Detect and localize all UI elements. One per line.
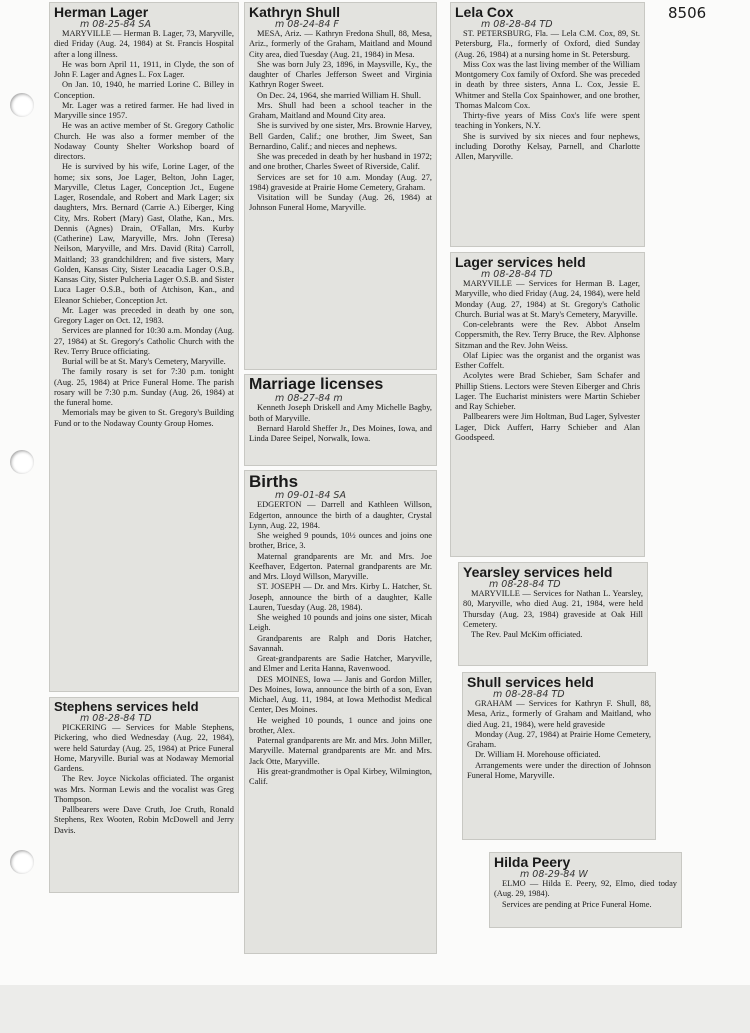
paragraph: Grandparents are Ralph and Doris Hatcher, Savannah. [249, 633, 432, 653]
paragraph: She weighed 10 pounds and joins one sister, Micah Leigh. [249, 613, 432, 633]
paragraph: He weighed 10 pounds, 1 ounce and joins one brother, Alex. [249, 715, 432, 735]
clipping-shull-services [462, 672, 656, 840]
paragraph: Miss Cox was the last living member of the William Montgomery Cox family of Oxford. She was preceded in death by three sisters, Anna L. Cox, Jessie E. Whitmer and Stella Cox Spainhower, and one brother, Thomas Malcom Cox. [455, 59, 640, 110]
paragraph: He was an active member of St. Gregory Catholic Church. He was also a former member of the Nodaway County Shelter Workshop board of directors. [54, 121, 234, 162]
article-body [455, 279, 640, 443]
paragraph: Olaf Lipiec was the organist and the organist was Esther Coffelt. [455, 350, 640, 371]
paragraph: She is survived by six nieces and four nephews, including Dorothy Kelsay, Parnell, and Charlotte Allen, Maryville. [455, 131, 640, 162]
article-body [249, 500, 432, 787]
scan-background [0, 985, 750, 1033]
handwritten-note: m 08-28-84 TD [493, 688, 565, 700]
clipping-lela-cox [450, 2, 645, 247]
obituary-headline: Herman Lager [54, 4, 149, 20]
paragraph: MARYVILLE — Services for Nathan L. Yearsley, 80, Maryville, who died Aug. 21, 1984, were held Thursday (Aug. 23, 1984) graveside at Oak Hill Cemetery. [463, 589, 643, 629]
handwritten-note: m 09-01-84 SA [275, 489, 346, 501]
paragraph: He was born April 11, 1911, in Clyde, the son of John F. Lager and Agnes L. Fox Lager. [54, 59, 234, 80]
article-body [249, 403, 432, 444]
clipping-lager-services [450, 252, 645, 557]
paragraph: She weighed 9 pounds, 10½ ounces and joins one brother, Brice, 3. [249, 531, 432, 551]
clipping-births [244, 470, 437, 954]
handwritten-note: m 08-28-84 TD [481, 18, 553, 30]
article-body [54, 29, 234, 429]
clipping-hilda-peery [489, 852, 682, 928]
paragraph: ELMO — Hilda E. Peery, 92, Elmo, died today (Aug. 29, 1984). [494, 879, 677, 899]
article-body [54, 723, 234, 836]
paragraph: MESA, Ariz. — Kathryn Fredona Shull, 88, Mesa, Ariz., formerly of the Graham, Maitland and Mound City area, died Tuesday (Aug. 21, 1984) in Mesa. [249, 29, 432, 59]
paragraph: Memorials may be given to St. Gregory's Building Fund or to the Nodaway County Group Homes. [54, 408, 234, 428]
paragraph: Mr. Lager was preceded in death by one son, Gregory Lager on Oct. 12, 1983. [54, 305, 234, 326]
section-headline: Marriage licenses [249, 376, 384, 393]
obituary-headline: Lager services held [455, 254, 586, 270]
handwritten-note: m 08-29-84 W [520, 868, 588, 880]
paragraph: On Jan. 10, 1940, he married Lorine C. Billey in Conception. [54, 80, 234, 100]
paragraph: Services are pending at Price Funeral Home. [502, 899, 652, 909]
paragraph: Services are set for 10 a.m. Monday (Aug. 27, 1984) graveside at Prairie Home Cemetery, Graham. [249, 172, 432, 192]
obituary-headline: Hilda Peery [494, 854, 571, 870]
handwritten-note: m 08-28-84 TD [481, 268, 553, 280]
paragraph: Paternal grandparents are Mr. and Mrs. John Miller, Maryville. Maternal grandparents are Mr. and Mrs. Jack Otte, Maryville. [249, 736, 432, 766]
clipping-stephens-services [49, 697, 239, 893]
article-body [494, 879, 677, 910]
paragraph: MARYVILLE — Herman B. Lager, 73, Maryville, died Friday (Aug. 24, 1984) at St. Francis Hospital after a long illness. [54, 29, 234, 59]
clipping-yearsley-services [458, 562, 648, 666]
paragraph: The family rosary is set for 7:30 p.m. tonight (Aug. 25, 1984) at Price Funeral Home. The parish rosary will be 7:30 p.m. Sunday (Aug. 26, 1984) at the funeral home. [54, 367, 234, 408]
paragraph: She was born July 23, 1896, in Maysville, Ky., the daughter of Charles Jefferson Sweet and Virginia Kathryn Roger Sweet. [249, 59, 432, 90]
obituary-headline: Shull services held [467, 674, 594, 690]
paragraph: Maternal grandparents are Mr. and Mrs. Joe Keefhaver, Edgerton. Paternal grandparents are Mr. and Mrs. Lloyd Willson, Maryville. [249, 551, 432, 582]
paragraph: Visitation will be Sunday (Aug. 26, 1984) at Johnson Funeral Home, Maryville. [249, 193, 432, 213]
obituary-headline: Kathryn Shull [249, 4, 341, 20]
paragraph: Kenneth Joseph Driskell and Amy Michelle Bagby, both of Maryville. [249, 403, 432, 423]
paragraph: On Dec. 24, 1964, she married William H. Shull. [257, 90, 421, 100]
handwritten-note: m 08-28-84 TD [489, 578, 561, 590]
clipping-marriage-licenses [244, 374, 437, 466]
paragraph: Pallbearers were Jim Holtman, Bud Lager, Sylvester Lager, Dick Auffert, Harry Schieber and Alan Goodspeed. [455, 412, 640, 442]
article-body [455, 29, 640, 162]
obituary-headline: Yearsley services held [463, 564, 613, 580]
paragraph: She was preceded in death by her husband in 1972; and one brother, Charles Sweet of Riverside, Calif. [249, 152, 432, 172]
paragraph: His great-grandmother is Opal Kirbey, Wilmington, Calif. [249, 766, 432, 787]
paragraph: She is survived by one sister, Mrs. Brownie Harvey, Bell Garden, Calif.; one brother, Jim Sweet, San Bernardino, Calif.; and nieces and nephews. [249, 121, 432, 151]
paragraph: Pallbearers were Dave Cruth, Joe Cruth, Ronald Stephens, Rex Wooten, Robin McDowell and Jerry Davis. [54, 805, 234, 835]
paragraph: Dr. William H. Morehouse officiated. [475, 750, 601, 760]
paragraph: Services are planned for 10:30 a.m. Monday (Aug. 27, 1984) at St. Gregory's Catholic Church with the Rev. Terry Bruce officiating. [54, 326, 234, 356]
obituary-headline: Lela Cox [455, 4, 514, 20]
paragraph: Monday (Aug. 27, 1984) at Prairie Home Cemetery, Graham. [467, 729, 651, 750]
paragraph: Arrangements were under the direction of Johnson Funeral Home, Maryville. [467, 760, 651, 780]
paragraph: Thirty-five years of Miss Cox's life were spent teaching in Yonkers, N.Y. [455, 111, 640, 131]
paragraph: DES MOINES, Iowa — Janis and Gordon Miller, Des Moines, Iowa, announce the birth of a son, Evan Michael, Aug. 11, 1984, at Iowa Methodist Medical Center, Des Moines. [249, 674, 432, 715]
paragraph: Bernard Harold Sheffer Jr., Des Moines, Iowa, and Linda Daree Seipel, Norwalk, Iowa. [249, 423, 432, 444]
page-number: 8506 [668, 4, 707, 22]
obituary-headline: Stephens services held [54, 699, 199, 714]
handwritten-note: m 08-27-84 m [275, 392, 343, 404]
paragraph: EDGERTON — Darrell and Kathleen Willson, Edgerton, announce the birth of a daughter, Crystal Lynn, Aug. 22, 1984. [249, 500, 432, 530]
article-body [463, 589, 643, 640]
binder-hole [10, 850, 34, 874]
handwritten-note: m 08-25-84 SA [80, 18, 151, 30]
binder-hole [10, 450, 34, 474]
paragraph: ST. PETERSBURG, Fla. — Lela C.M. Cox, 89, St. Petersburg, Fla., formerly of Oxford, died Sunday (Aug. 26, 1984) at a nursing home in St. Petersburg. [455, 29, 640, 59]
paragraph: GRAHAM — Services for Kathryn F. Shull, 88, Mesa, Ariz., formerly of Graham and Maitland, who died Aug. 21, 1984), were held graveside [467, 699, 651, 729]
paragraph: Con-celebrants were the Rev. Abbot Anselm Coppersmith, the Rev. Terry Bruce, the Rev. Alphonse Sitzman and the Rev. John Weiss. [455, 320, 640, 350]
paragraph: The Rev. Joyce Nickolas officiated. The organist was Mrs. Norman Lewis and the vocalist was Greg Thompson. [54, 774, 234, 804]
article-body [467, 699, 651, 781]
handwritten-note: m 08-24-84 F [275, 18, 339, 30]
binder-hole [10, 93, 34, 117]
section-headline: Births [249, 472, 299, 491]
paragraph: He is survived by his wife, Lorine Lager, of the home; six sons, Joe Lager, Belton, John Lager, Maryville, Cletus Lager, Conception Jct., Eugene Lager, Rosendale, and Robert and Mark Lager; six daughters, Mrs. Bernard (Carrie A.) Eiberger, King City, Mrs. Robert (Mary) Gast, Olathe, Kan., Mrs. Dennis (Agnes) Drain, O'Fallan, Mrs. Kurby (Catherine) Law, Maryville, Mrs. John (Teresa) Neilson, Maryville, and Mrs. David (Rita) Carroll, Maitland; 33 grandchildren; and five sisters, Mary Golden, Kansas City, Sister Leacadia Lager O.S.B., Kansas City, Sister Pulcheria Lager O.S.B. and Sister Luca Lager O.S.B., both of Atchison, Kan., and Eleanor Schieber, Conception Jct. [54, 162, 234, 305]
clipping-herman-lager [49, 2, 239, 692]
paragraph: The Rev. Paul McKim officiated. [471, 630, 583, 640]
paragraph: Great-grandparents are Sadie Hatcher, Maryville, and Elmer and Lerita Hanna, Ravenwood. [249, 654, 432, 674]
paragraph: ST. JOSEPH — Dr. and Mrs. Kirby L. Hatcher, St. Joseph, announce the birth of a daughter, Kalle Lauren, Tuesday (Aug. 28, 1984). [249, 582, 432, 612]
handwritten-note: m 08-28-84 TD [80, 712, 152, 724]
paragraph: MARYVILLE — Services for Herman B. Lager, Maryville, who died Friday (Aug. 24, 1984), were held Monday (Aug. 27, 1984) at St. Gregory's Catholic Church. Burial was at St. Mary's Cemetery, Maryville. [455, 279, 640, 319]
clipping-kathryn-shull [244, 2, 437, 370]
paragraph: PICKERING — Services for Mable Stephens, Pickering, who died Wednesday (Aug. 22, 1984), were held Saturday (Aug. 25, 1984) at Price Funeral Home, Maryville. Burial was at Nodaway Memorial Gardens. [54, 723, 234, 774]
paragraph: Mr. Lager was a retired farmer. He had lived in Maryville since 1957. [54, 100, 234, 121]
paragraph: Mrs. Shull had been a school teacher in the Graham, Maitland and Mound City area. [249, 100, 432, 121]
article-body [249, 29, 432, 214]
paragraph: Acolytes were Brad Schieber, Sam Schafer and Phillip Stiens. Lectors were Steven Eiberger and Chris Lager. The Eucharist ministers were Martin Schieber and Ray Schieber. [455, 371, 640, 412]
paragraph: Burial will be at St. Mary's Cemetery, Maryville. [62, 357, 226, 367]
